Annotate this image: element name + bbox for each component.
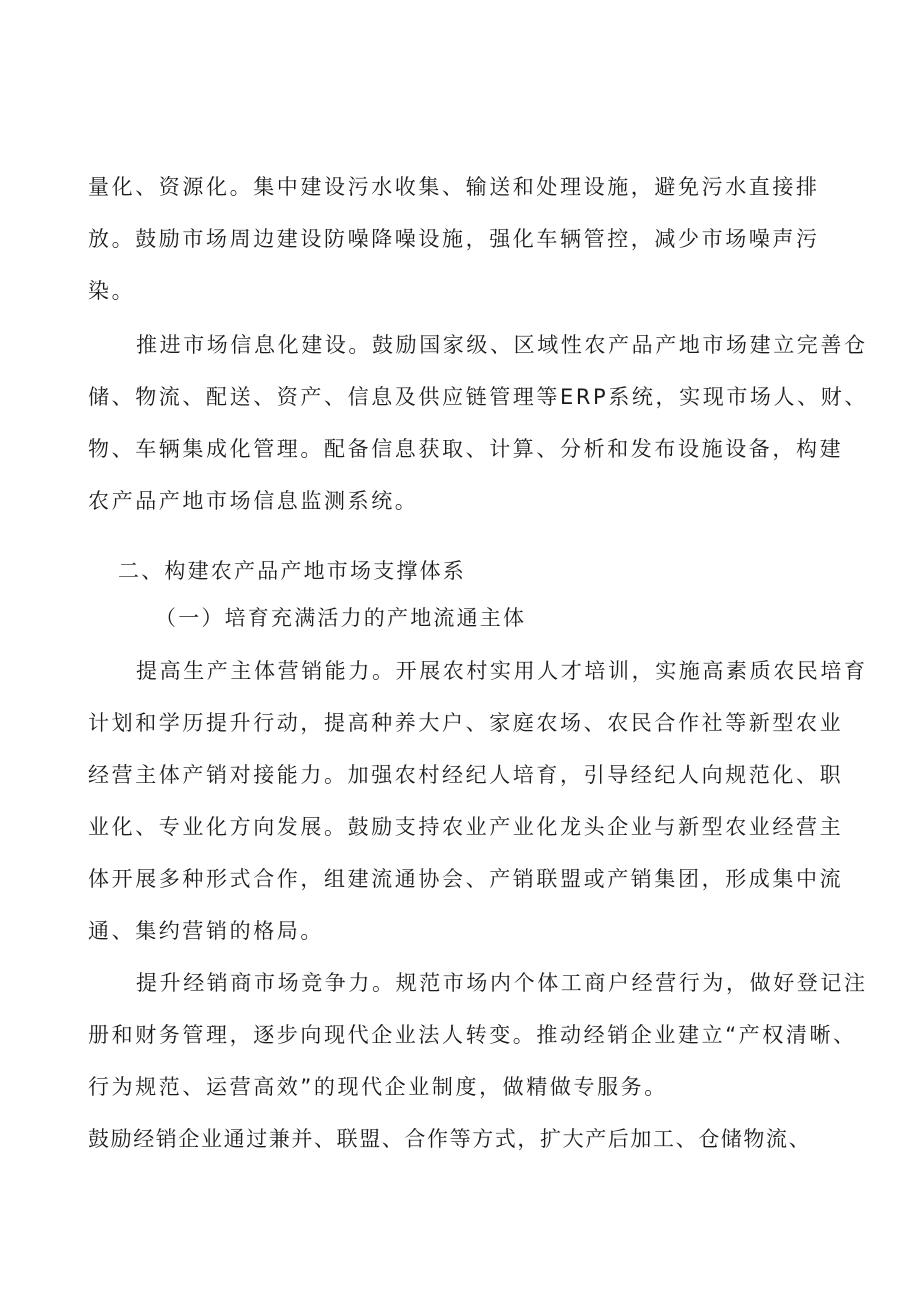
paragraph-line: 提升经销商市场竞争力。规范市场内个体工商户经营行为，做好登记注 [136,971,868,995]
paragraph-line: 行为规范、运营高效”的现代企业制度，做精做专服务。 [88,1075,668,1099]
paragraph-line: 体开展多种形式合作，组建流通协会、产销联盟或产销集团，形成集中流 [88,867,844,891]
paragraph-line: 册和财务管理，逐步向现代企业法人转变。推动经销企业建立“产权清晰、 [88,1023,857,1047]
subsection-heading: （一）培育充满活力的产地流通主体 [155,606,527,630]
section-heading: 二、构建农产品产地市场支撑体系 [118,559,466,583]
paragraph-line: 储、物流、配送、资产、信息及供应链管理等ERP系统，实现市场人、财、 [88,385,868,409]
paragraph-line: 业化、专业化方向发展。鼓励支持农业产业化龙头企业与新型农业经营主 [88,815,844,839]
paragraph-line: 经营主体产销对接能力。加强农村经纪人培育，引导经纪人向规范化、职 [88,763,844,787]
paragraph-line: 计划和学历提升行动，提高种养大户、家庭农场、农民合作社等新型农业 [88,711,844,735]
paragraph-line: 放。鼓励市场周边建设防噪降噪设施，强化车辆管控，减少市场噪声污 [88,227,820,251]
paragraph-line: 提高生产主体营销能力。开展农村实用人才培训，实施高素质农民培育 [136,659,868,683]
paragraph-line: 通、集约营销的格局。 [88,919,324,943]
paragraph-line: 染。 [88,279,136,303]
paragraph-line: 量化、资源化。集中建设污水收集、输送和处理设施，避免污水直接排 [88,175,820,199]
paragraph-line: 农产品产地市场信息监测系统。 [88,489,419,513]
paragraph-line: 推进市场信息化建设。鼓励国家级、区域性农产品产地市场建立完善仓 [136,333,868,357]
paragraph-line: 物、车辆集成化管理。配备信息获取、计算、分析和发布设施设备，构建 [88,437,844,461]
paragraph-line: 鼓励经销企业通过兼并、联盟、合作等方式，扩大产后加工、仓储物流、 [88,1127,812,1151]
